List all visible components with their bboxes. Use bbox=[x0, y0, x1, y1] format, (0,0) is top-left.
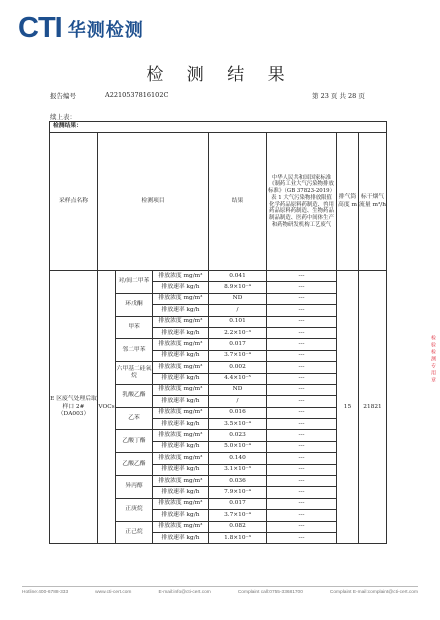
compound-name: 正己烷 bbox=[116, 521, 153, 544]
result-value: 0.016 bbox=[209, 407, 267, 418]
header-height: 排气筒高度 m bbox=[337, 133, 359, 271]
result-value: 0.140 bbox=[209, 453, 267, 464]
limit-value: --- bbox=[267, 384, 337, 395]
result-value: 1.8×10⁻³ bbox=[209, 532, 267, 543]
result-value: 0.023 bbox=[209, 430, 267, 441]
limit-value: --- bbox=[267, 316, 337, 327]
page-info: 第 23 页 共 28 页 bbox=[312, 92, 365, 100]
footer-hotline: Hotline:400-6788-333 bbox=[22, 590, 69, 595]
result-value: 0.041 bbox=[209, 271, 267, 282]
result-value: 3.5×10⁻⁴ bbox=[209, 419, 267, 430]
result-value: 0.017 bbox=[209, 498, 267, 509]
table-row bbox=[50, 271, 387, 282]
limit-value: --- bbox=[267, 271, 337, 282]
limit-value: --- bbox=[267, 419, 337, 430]
limit-value: --- bbox=[267, 464, 337, 475]
footer-website: www.cti-cert.com bbox=[95, 590, 132, 595]
result-value: 8.9×10⁻⁴ bbox=[209, 282, 267, 293]
header-standard: 中华人民共和国国家标准《制药工业大气污染物排放标准》（GB 37823-2019）表 1 大气污染物排放限值 化学药品原料药制造、兽用药品原料药制造、生物药品制品制造、医药中间体生产和药物研发机构工艺废气 bbox=[267, 133, 337, 271]
result-value: 2.2×10⁻³ bbox=[209, 327, 267, 338]
parameter-cell: 排放浓度 mg/m³ bbox=[153, 430, 209, 441]
compound-name: 邻二甲苯 bbox=[116, 339, 153, 362]
limit-value: --- bbox=[267, 532, 337, 543]
limit-value: --- bbox=[267, 487, 337, 498]
parameter-cell: 排放浓度 mg/m³ bbox=[153, 384, 209, 395]
compound-name: 正庚烷 bbox=[116, 498, 153, 521]
location-cell: E 区废气处理后取样口 2#（DA003） bbox=[50, 271, 98, 544]
limit-value: --- bbox=[267, 373, 337, 384]
limit-value: --- bbox=[267, 453, 337, 464]
result-value: 7.9×10⁻⁴ bbox=[209, 487, 267, 498]
limit-value: --- bbox=[267, 305, 337, 316]
limit-value: --- bbox=[267, 498, 337, 509]
header-location: 采样点名称 bbox=[50, 133, 98, 271]
parameter-cell: 排放浓度 mg/m³ bbox=[153, 316, 209, 327]
limit-value: --- bbox=[267, 396, 337, 407]
stack-height-value: 15 bbox=[337, 271, 359, 544]
page-title: 检 测 结 果 bbox=[146, 65, 294, 85]
flow-rate-value: 21821 bbox=[359, 271, 387, 544]
parameter-cell: 排放速率 kg/h bbox=[153, 282, 209, 293]
parameter-cell: 排放速率 kg/h bbox=[153, 305, 209, 316]
result-value: 0.082 bbox=[209, 521, 267, 532]
header-flow: 标干烟气流量 m³/h bbox=[359, 133, 387, 271]
result-value: 0.036 bbox=[209, 476, 267, 487]
parameter-cell: 排放速率 kg/h bbox=[153, 396, 209, 407]
parameter-cell: 排放浓度 mg/m³ bbox=[153, 521, 209, 532]
limit-value: --- bbox=[267, 510, 337, 521]
limit-value: --- bbox=[267, 430, 337, 441]
continued-note: 续上表： bbox=[50, 113, 76, 121]
limit-value: --- bbox=[267, 476, 337, 487]
limit-value: --- bbox=[267, 282, 337, 293]
parameter-cell: 排放速率 kg/h bbox=[153, 373, 209, 384]
parameter-cell: 排放浓度 mg/m³ bbox=[153, 362, 209, 373]
parameter-cell: 排放速率 kg/h bbox=[153, 441, 209, 452]
header-result: 结果 bbox=[209, 133, 267, 271]
parameter-cell: 排放浓度 mg/m³ bbox=[153, 407, 209, 418]
parameter-cell: 排放速率 kg/h bbox=[153, 532, 209, 543]
logo-mark: CTI bbox=[18, 12, 62, 44]
company-logo bbox=[18, 12, 144, 45]
side-seal-text: 检验检测专用章 bbox=[430, 335, 436, 384]
parameter-cell: 排放速率 kg/h bbox=[153, 487, 209, 498]
compound-name: 乳酸乙酯 bbox=[116, 384, 153, 407]
page-footer bbox=[22, 586, 418, 595]
result-value: 5.0×10⁻⁴ bbox=[209, 441, 267, 452]
results-table bbox=[49, 121, 387, 544]
compound-name: 乙酸乙酯 bbox=[116, 453, 153, 476]
result-value: ND bbox=[209, 293, 267, 304]
result-value: 0.002 bbox=[209, 362, 267, 373]
report-number-label: 报告编号 bbox=[50, 92, 76, 100]
limit-value: --- bbox=[267, 350, 337, 361]
result-value: 3.7×10⁻⁴ bbox=[209, 350, 267, 361]
limit-value: --- bbox=[267, 362, 337, 373]
footer-complaint-call: Complaint call:0755-33681700 bbox=[237, 590, 303, 595]
parameter-cell: 排放浓度 mg/m³ bbox=[153, 476, 209, 487]
result-value: / bbox=[209, 305, 267, 316]
limit-value: --- bbox=[267, 293, 337, 304]
limit-value: --- bbox=[267, 407, 337, 418]
category-cell: VOCs bbox=[98, 271, 116, 544]
compound-name: 乙苯 bbox=[116, 407, 153, 430]
footer-complaint-email: Complaint E-mail:complaint@cti-cert.com bbox=[329, 590, 418, 595]
parameter-cell: 排放速率 kg/h bbox=[153, 350, 209, 361]
result-value: 4.4×10⁻⁵ bbox=[209, 373, 267, 384]
table-caption: 检测结果： bbox=[50, 122, 387, 133]
limit-value: --- bbox=[267, 521, 337, 532]
compound-name: 环戊酮 bbox=[116, 293, 153, 316]
parameter-cell: 排放浓度 mg/m³ bbox=[153, 498, 209, 509]
limit-value: --- bbox=[267, 327, 337, 338]
footer-email: E-mail:info@cti-cert.com bbox=[158, 590, 211, 595]
result-value: / bbox=[209, 396, 267, 407]
limit-value: --- bbox=[267, 441, 337, 452]
parameter-cell: 排放浓度 mg/m³ bbox=[153, 271, 209, 282]
parameter-cell: 排放速率 kg/h bbox=[153, 464, 209, 475]
compound-name: 甲苯 bbox=[116, 316, 153, 339]
parameter-cell: 排放浓度 mg/m³ bbox=[153, 339, 209, 350]
parameter-cell: 排放速率 kg/h bbox=[153, 510, 209, 521]
parameter-cell: 排放浓度 mg/m³ bbox=[153, 293, 209, 304]
parameter-cell: 排放浓度 mg/m³ bbox=[153, 453, 209, 464]
result-value: 3.1×10⁻³ bbox=[209, 464, 267, 475]
parameter-cell: 排放速率 kg/h bbox=[153, 419, 209, 430]
result-value: 3.7×10⁻⁴ bbox=[209, 510, 267, 521]
header-item: 检测项目 bbox=[98, 133, 209, 271]
compound-name: 异丙醇 bbox=[116, 476, 153, 499]
compound-name: 乙酸丁酯 bbox=[116, 430, 153, 453]
result-value: 0.101 bbox=[209, 316, 267, 327]
parameter-cell: 排放速率 kg/h bbox=[153, 327, 209, 338]
compound-name: 对/间二甲苯 bbox=[116, 271, 153, 294]
logo-company-name: 华测检测 bbox=[67, 19, 144, 41]
result-value: 0.017 bbox=[209, 339, 267, 350]
result-value: ND bbox=[209, 384, 267, 395]
compound-name: 六甲基二硅氧烷 bbox=[116, 362, 153, 385]
limit-value: --- bbox=[267, 339, 337, 350]
report-number: A2210537816102C bbox=[105, 91, 169, 99]
